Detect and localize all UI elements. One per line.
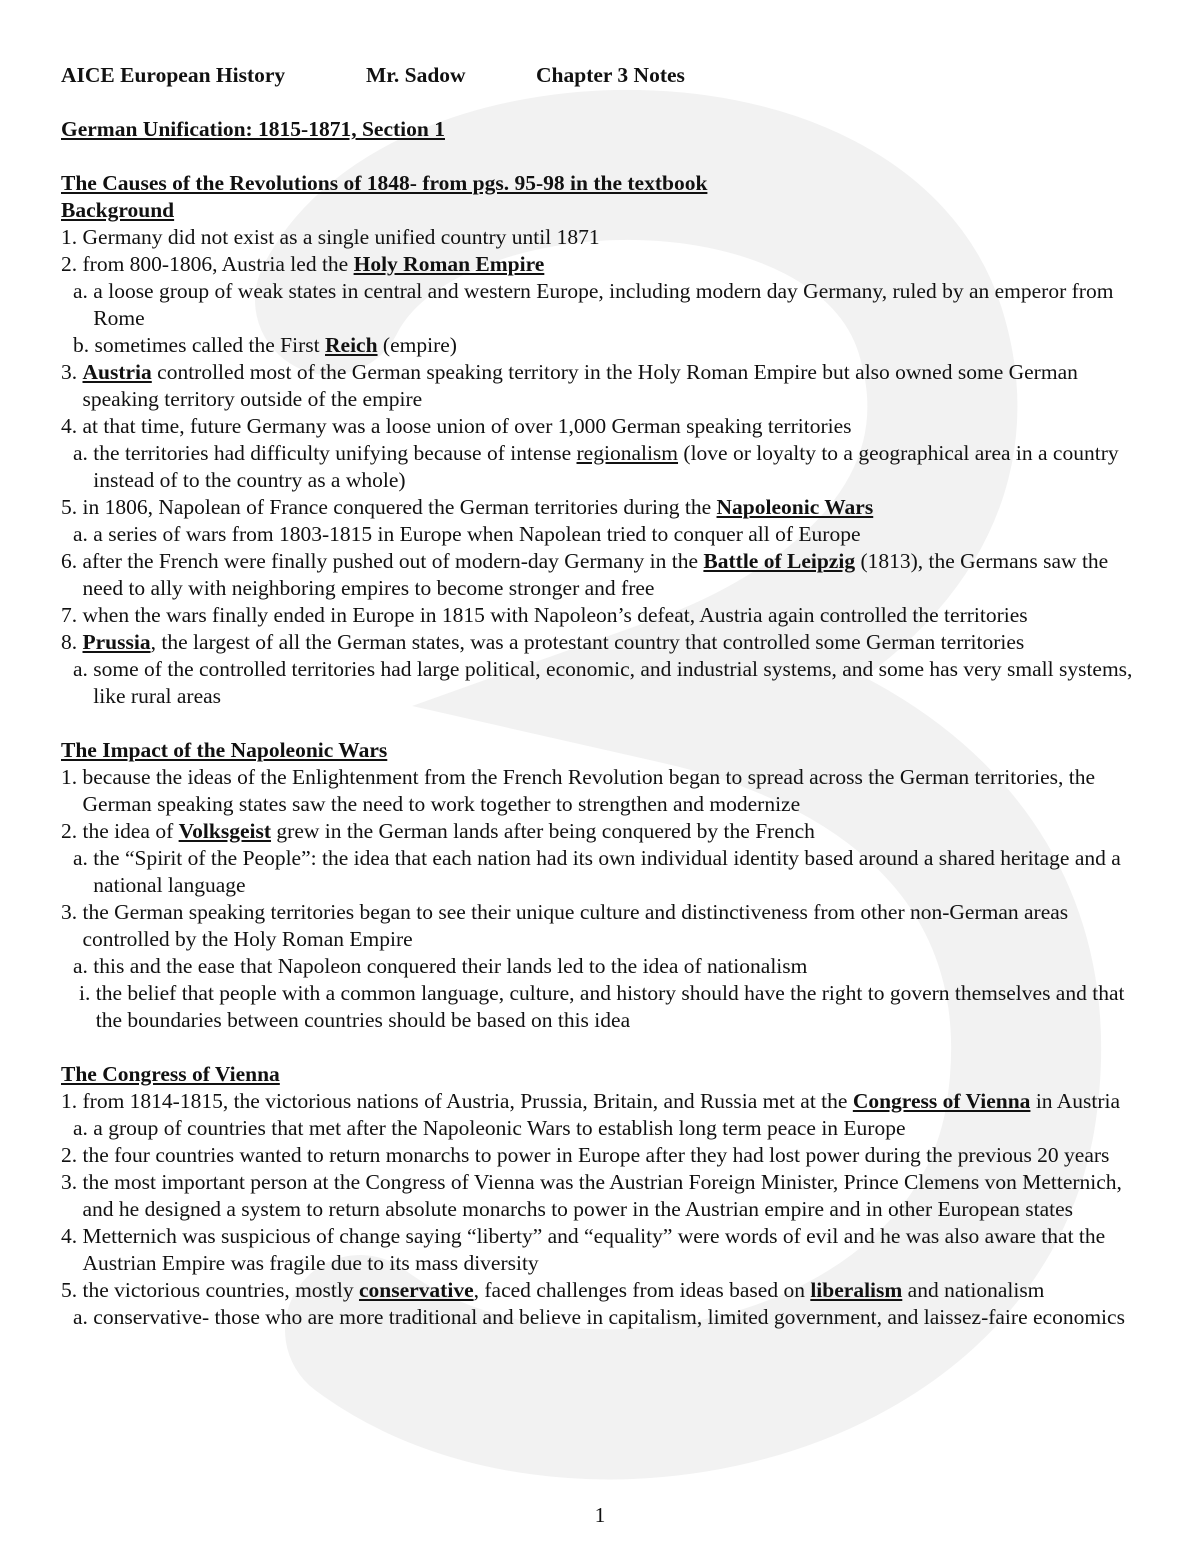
course-name: AICE European History bbox=[61, 63, 286, 87]
list-item-text bbox=[83, 359, 1152, 413]
text-run: a group of countries that met after the Napoleonic Wars to establish long term peace in Europe bbox=[93, 1116, 906, 1140]
list-marker: 5. bbox=[61, 495, 83, 519]
list-marker: a. bbox=[73, 279, 94, 303]
list-item bbox=[61, 764, 1151, 818]
list-marker: 1. bbox=[61, 765, 83, 789]
list-marker: a. bbox=[73, 1116, 94, 1140]
text-run: and nationalism bbox=[902, 1278, 1045, 1302]
key-term: Congress of Vienna bbox=[852, 1089, 1031, 1113]
list-marker: b. bbox=[73, 333, 95, 357]
text-run: the four countries wanted to return monarchs to power in Europe after they had lost power during the previous 20 years bbox=[82, 1143, 1110, 1167]
text-run: sometimes called the First bbox=[94, 333, 325, 357]
text-run: when the wars finally ended in Europe in 1815 with Napoleon’s defeat, Austria again controlled the territories bbox=[82, 603, 1028, 627]
list-item-text bbox=[93, 845, 1151, 899]
list-item bbox=[61, 1277, 1151, 1304]
list-item-text bbox=[95, 332, 1152, 359]
causes-list bbox=[61, 224, 1151, 710]
list-item-text bbox=[93, 1304, 1151, 1331]
section-title: German Unification: 1815-1871, Section 1 bbox=[61, 117, 445, 141]
teacher-name: Mr. Sadow bbox=[366, 63, 466, 87]
list-marker: 3. bbox=[61, 900, 83, 924]
list-marker: 7. bbox=[61, 603, 83, 627]
list-item-text bbox=[83, 413, 1152, 440]
list-item bbox=[61, 413, 1151, 440]
text-run: , the largest of all the German states, was a protestant country that controlled some German territories bbox=[150, 630, 1025, 654]
list-item bbox=[61, 440, 1151, 494]
list-item-text bbox=[83, 629, 1152, 656]
list-marker: 5. bbox=[61, 1278, 83, 1302]
list-marker: a. bbox=[73, 1305, 94, 1329]
text-run: controlled most of the German speaking territory in the Holy Roman Empire but also owned some German speaking territory outside of the empire bbox=[82, 360, 1078, 411]
text-run: after the French were finally pushed out of modern-day Germany in the bbox=[82, 549, 704, 573]
document-body bbox=[61, 62, 1151, 1331]
text-run: the belief that people with a common language, culture, and history should have the right to govern themselves and that the boundaries between countries should be based on this idea bbox=[95, 981, 1125, 1032]
list-marker: 3. bbox=[61, 1170, 83, 1194]
list-item-text bbox=[83, 1169, 1152, 1223]
text-run: (empire) bbox=[377, 333, 457, 357]
text-run: (love or loyalty to a geographical area in a country instead of to the country as a whole) bbox=[93, 441, 1119, 492]
text-run: the most important person at the Congress of Vienna was the Austrian Foreign Minister, Prince Clemens von Metternich, and he designed a system to return absolute monarchs to power in the Austrian empire and in other European states bbox=[82, 1170, 1122, 1221]
list-marker: i. bbox=[79, 981, 96, 1005]
list-item bbox=[61, 845, 1151, 899]
list-item-text bbox=[93, 278, 1151, 332]
list-item-text bbox=[93, 656, 1151, 710]
list-item bbox=[61, 629, 1151, 656]
key-term: Reich bbox=[325, 333, 378, 357]
list-item bbox=[61, 332, 1151, 359]
list-item-text bbox=[93, 1115, 1151, 1142]
text-run: the territories had difficulty unifying because of intense bbox=[93, 441, 577, 465]
text-run: conservative- those who are more traditional and believe in capitalism, limited government, and laissez-faire economics bbox=[93, 1305, 1125, 1329]
text-run: from 800-1806, Austria led the bbox=[82, 252, 354, 276]
list-item-text bbox=[83, 1277, 1152, 1304]
list-item-text bbox=[83, 548, 1152, 602]
list-item-text bbox=[96, 980, 1151, 1034]
list-item-text bbox=[83, 818, 1152, 845]
congress-list bbox=[61, 1088, 1151, 1331]
list-item bbox=[61, 1304, 1151, 1331]
list-item-text bbox=[93, 440, 1151, 494]
key-term: Battle of Leipzig bbox=[703, 549, 856, 573]
list-item bbox=[61, 1223, 1151, 1277]
text-run: in Austria bbox=[1030, 1089, 1121, 1113]
key-term: Napoleonic Wars bbox=[716, 495, 874, 519]
list-marker: 2. bbox=[61, 819, 83, 843]
text-run: Germany did not exist as a single unified country until 1871 bbox=[82, 225, 600, 249]
text-run: at that time, future Germany was a loose union of over 1,000 German speaking territories bbox=[82, 414, 852, 438]
list-marker: a. bbox=[73, 846, 94, 870]
text-run: a loose group of weak states in central and western Europe, including modern day Germany, ruled by an emperor from Rome bbox=[93, 279, 1114, 330]
list-marker: 8. bbox=[61, 630, 83, 654]
list-item-text bbox=[83, 764, 1152, 818]
list-marker: 1. bbox=[61, 225, 83, 249]
impact-list bbox=[61, 764, 1151, 1034]
list-marker: 1. bbox=[61, 1089, 83, 1113]
text-run: the victorious countries, mostly bbox=[82, 1278, 359, 1302]
list-item bbox=[61, 521, 1151, 548]
list-marker: 2. bbox=[61, 1143, 83, 1167]
list-item bbox=[61, 656, 1151, 710]
list-marker: a. bbox=[73, 522, 94, 546]
list-item-text bbox=[83, 1223, 1152, 1277]
causes-heading: The Causes of the Revolutions of 1848- from pgs. 95-98 in the textbook bbox=[61, 171, 708, 195]
underlined-term: regionalism bbox=[576, 441, 679, 465]
list-item-text bbox=[83, 494, 1152, 521]
congress-section bbox=[61, 1061, 1151, 1331]
causes-section bbox=[61, 170, 1151, 710]
list-item bbox=[61, 953, 1151, 980]
list-item bbox=[61, 980, 1151, 1034]
text-run: the idea of bbox=[82, 819, 179, 843]
list-marker: 4. bbox=[61, 414, 83, 438]
list-item bbox=[61, 494, 1151, 521]
key-term: Austria bbox=[82, 360, 152, 384]
list-marker: a. bbox=[73, 954, 94, 978]
list-marker: a. bbox=[73, 441, 94, 465]
list-item-text bbox=[83, 1088, 1152, 1115]
list-marker: 3. bbox=[61, 360, 83, 384]
list-item-text bbox=[83, 251, 1152, 278]
text-run: , faced challenges from ideas based on bbox=[473, 1278, 811, 1302]
background-heading: Background bbox=[61, 198, 175, 222]
text-run: because the ideas of the Enlightenment from the French Revolution began to spread across the German territories, the German speaking states saw the need to work together to strengthen and modernize bbox=[82, 765, 1096, 816]
list-item bbox=[61, 818, 1151, 845]
key-term: liberalism bbox=[810, 1278, 903, 1302]
text-run: in 1806, Napolean of France conquered the German territories during the bbox=[82, 495, 717, 519]
list-item bbox=[61, 1088, 1151, 1115]
list-item-text bbox=[93, 521, 1151, 548]
list-item bbox=[61, 359, 1151, 413]
congress-heading: The Congress of Vienna bbox=[61, 1062, 280, 1086]
text-run: (1813), the Germans saw the need to ally with neighboring empires to become stronger and free bbox=[82, 549, 1109, 600]
list-item-text bbox=[83, 1142, 1152, 1169]
list-item bbox=[61, 251, 1151, 278]
list-item bbox=[61, 1142, 1151, 1169]
chapter-label: Chapter 3 Notes bbox=[536, 63, 685, 87]
text-run: the “Spirit of the People”: the idea that each nation had its own individual identity based around a shared heritage and a national language bbox=[93, 846, 1121, 897]
list-marker: 6. bbox=[61, 549, 83, 573]
list-marker: a. bbox=[73, 657, 94, 681]
list-item-text bbox=[93, 953, 1151, 980]
page-number: 1 bbox=[594, 1503, 606, 1527]
list-item-text bbox=[83, 602, 1152, 629]
list-marker: 4. bbox=[61, 1224, 83, 1248]
impact-section bbox=[61, 737, 1151, 1034]
list-item bbox=[61, 1115, 1151, 1142]
text-run: grew in the German lands after being conquered by the French bbox=[271, 819, 815, 843]
text-run: some of the controlled territories had large political, economic, and industrial systems, and some has very small systems, like rural areas bbox=[93, 657, 1133, 708]
list-item bbox=[61, 899, 1151, 953]
list-item bbox=[61, 224, 1151, 251]
list-item bbox=[61, 1169, 1151, 1223]
list-item bbox=[61, 602, 1151, 629]
key-term: Prussia bbox=[82, 630, 151, 654]
text-run: this and the ease that Napoleon conquered their lands led to the idea of nationalism bbox=[93, 954, 808, 978]
text-run: from 1814-1815, the victorious nations of Austria, Prussia, Britain, and Russia met at the bbox=[82, 1089, 853, 1113]
text-run: the German speaking territories began to see their unique culture and distinctiveness from other non-German areas controlled by the Holy Roman Empire bbox=[82, 900, 1069, 951]
impact-heading: The Impact of the Napoleonic Wars bbox=[61, 738, 388, 762]
key-term: Volksgeist bbox=[178, 819, 272, 843]
list-item bbox=[61, 278, 1151, 332]
list-item-text bbox=[83, 899, 1152, 953]
text-run: Metternich was suspicious of change saying “liberty” and “equality” were words of evil and he was also aware that the Austrian Empire was fragile due to its mass diversity bbox=[82, 1224, 1106, 1275]
list-item-text bbox=[83, 224, 1152, 251]
list-marker: 2. bbox=[61, 252, 83, 276]
document-header bbox=[61, 62, 1151, 89]
key-term: conservative bbox=[358, 1278, 474, 1302]
text-run: a series of wars from 1803-1815 in Europe when Napolean tried to conquer all of Europe bbox=[93, 522, 861, 546]
key-term: Holy Roman Empire bbox=[353, 252, 545, 276]
list-item bbox=[61, 548, 1151, 602]
